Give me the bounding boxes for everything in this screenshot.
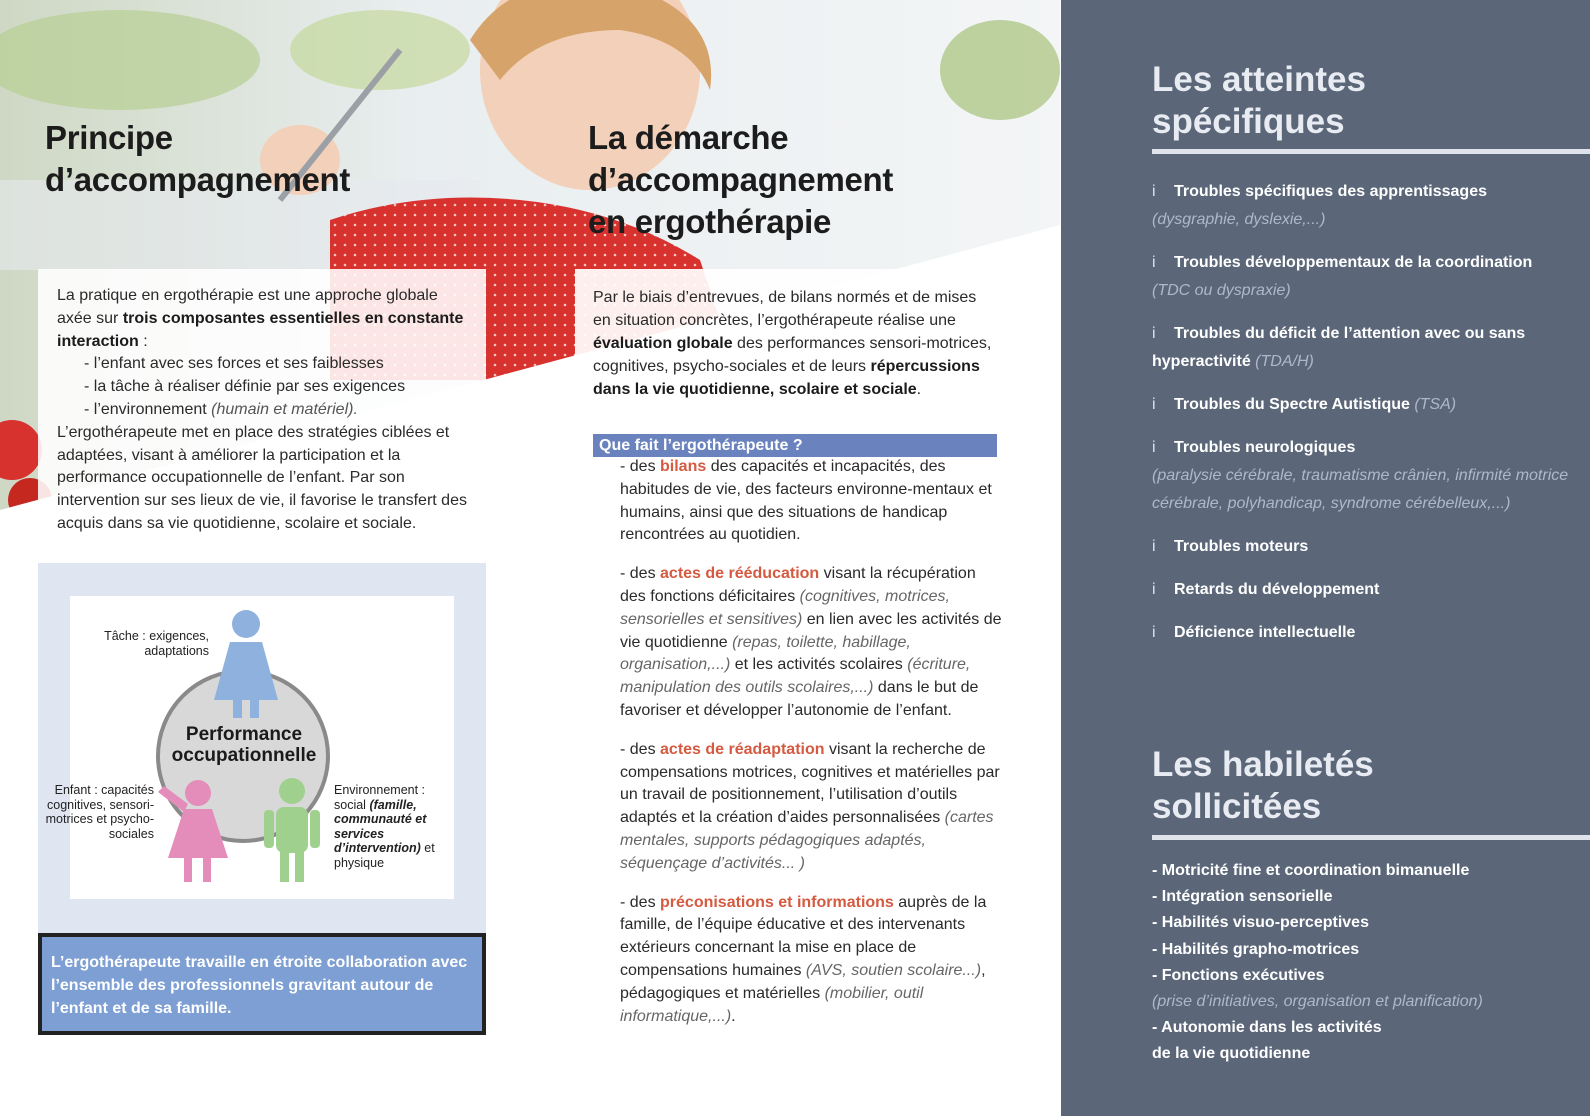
divider — [1152, 835, 1590, 840]
environment-label: Environnement : social (famille, communauté et services d’intervention) et physique — [334, 783, 435, 870]
habiletes-list — [1152, 858, 1577, 1068]
collaboration-callout: L’ergothérapeute travaille en étroite collaboration avec l’ensemble des professionnels gravitant autour de l’enfant et de sa famille. — [38, 933, 486, 1035]
list-item: - Habilités visuo-perceptives — [1152, 914, 1369, 932]
list-item: - des bilans des capacités et incapacités, des habitudes de vie, des facteurs environne-mentaux et humains, ainsi que des situations de handicap rencontrées au quotidien. — [620, 458, 992, 544]
list-item: de la vie quotidienne — [1152, 1045, 1311, 1063]
list-item: - des actes de rééducation visant la récupération des fonctions déficitaires (cognitives, motrices, sensorielles et sensitives) en lien avec les activités de vie quotidienne (repas, toilette, habillage, organisation,...) et les activités scolaires (écriture, manipulation des outils scolaires,...) dans le but de favoriser et développer l’autonomie de l’enfant. — [620, 565, 1002, 719]
list-item: i Troubles du Spectre Autistique (TSA) — [1152, 396, 1457, 413]
heading-habiletes: Les habiletés sollicitées — [1152, 745, 1374, 826]
que-fait-bar: Que fait l’ergothérapeute ? — [593, 434, 997, 457]
list-item: - des préconisations et informations auprès de la famille, de l’équipe éducative et des intervenants extérieurs concernant la mise en place de compensations humaines (AVS, soutien scolaire...), pédagogiques et matérielles (mobilier, outil informatique,...). — [620, 893, 987, 1025]
performance-diagram-box — [38, 563, 486, 933]
list-item: i Troubles spécifiques des apprentissages (dysgraphie, dyslexie,...) — [1152, 183, 1487, 228]
list-item: i Troubles moteurs — [1152, 538, 1309, 555]
performance-diagram — [45, 596, 454, 899]
heading-atteintes: Les atteintes spécifiques — [1152, 60, 1366, 141]
atteintes-list — [1152, 178, 1577, 662]
list-item: - Habilités grapho-motrices — [1152, 940, 1360, 958]
performance-label: Performance occupationnelle — [171, 724, 317, 766]
list-item: i Déficience intellectuelle — [1152, 624, 1356, 641]
list-item: i Retards du développement — [1152, 581, 1380, 598]
list-item: - Fonctions exécutives — [1152, 966, 1325, 984]
heading-demarche: La démarche d’accompagnement en ergothérapie — [588, 119, 894, 240]
child-label: Enfant : capacités cognitives, sensori- motrices et psycho- sociales — [45, 783, 154, 841]
list-item: - des actes de réadaptation visant la recherche de compensations motrices, cognitives et matérielles par un travail de positionnement, l’utilisation d’outils adaptés et la création d’aides personnalisées (cartes mentales, supports pédagogiques adaptés, séquençage d’activités... ) — [620, 740, 1000, 872]
task-label: Tâche : exigences, adaptations — [104, 629, 209, 658]
principe-text-card: La pratique en ergothérapie est une approche globale axée sur trois composantes essentielles en constante interaction : - l’enfant avec ses forces et ses faiblesses - la tâche à réaliser définie par ses exigences - l’environnement (humain et matériel). L’ergothérapeute met en place des stratégies ciblées et adaptées, visant à améliorer la participation et la performance occupationnelle de l’enfant. Par son intervention sur ses lieux de vie, il favorise le transfert des acquis dans sa vie quotidienne, scolaire et sociale. — [38, 269, 486, 545]
divider — [1152, 149, 1590, 154]
list-item: i Troubles neurologiques (paralysie cérébrale, traumatisme crânien, infirmité motrice cérébrale, polyhandicap, syndrome cérébelleux,...) — [1152, 439, 1569, 512]
list-item: - Motricité fine et coordination bimanuelle — [1152, 862, 1470, 879]
list-item-detail: (prise d’initiatives, organisation et planification) — [1152, 993, 1483, 1011]
list-item: - Autonomie dans les activités — [1152, 1019, 1382, 1037]
list-item: i Troubles du déficit de l’attention avec ou sans hyperactivité (TDA/H) — [1152, 325, 1526, 370]
demarche-intro: Par le biais d’entrevues, de bilans normés et de mises en situation concrètes, l’ergothérapeute réalise une évaluation globale des performances sensori-motrices, cognitives, psycho-sociales et de leurs répercussions dans la vie quotidienne, scolaire et sociale. — [593, 289, 992, 398]
heading-principe: Principe d’accompagnement — [45, 119, 351, 198]
actions-list — [620, 456, 1005, 1044]
list-item: i Troubles développementaux de la coordination (TDC ou dyspraxie) — [1152, 254, 1533, 299]
list-item: - Intégration sensorielle — [1152, 888, 1333, 906]
